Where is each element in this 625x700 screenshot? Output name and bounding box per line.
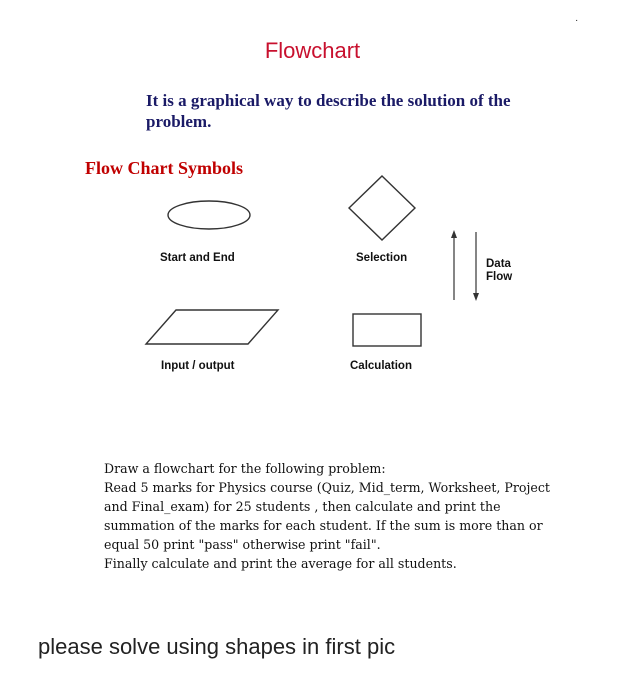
problem-line: Read 5 marks for Physics course (Quiz, Mid_term, Worksheet, Project <box>104 480 550 495</box>
problem-line: Draw a flowchart for the following problem: <box>104 461 386 476</box>
problem-line: Finally calculate and print the average for all students. <box>104 556 457 571</box>
problem-statement <box>104 459 574 573</box>
data-flow-label-line2: Flow <box>486 271 513 283</box>
data-flow-arrows-icon <box>446 228 486 304</box>
problem-line: summation of the marks for each student. If the sum is more than or <box>104 518 543 533</box>
input-output-label: Input / output <box>161 360 235 372</box>
start-end-label: Start and End <box>160 252 235 264</box>
input-output-parallelogram-icon <box>145 306 285 348</box>
data-flow-label-line1: Data <box>486 258 511 270</box>
symbols-heading: Flow Chart Symbols <box>85 158 244 178</box>
page-title: Flowchart <box>264 38 361 63</box>
selection-label: Selection <box>356 252 408 264</box>
calculation-label: Calculation <box>350 360 412 372</box>
intro-text: It is a graphical way to describe the solution of the problem. <box>146 91 511 131</box>
caption-text: please solve using shapes in first pic <box>38 634 396 659</box>
selection-diamond-icon <box>346 172 420 246</box>
problem-line: and Final_exam) for 25 students , then calculate and print the <box>104 499 501 514</box>
corner-mark: · <box>575 15 579 26</box>
problem-line: equal 50 print "pass" otherwise print "fail". <box>104 537 381 552</box>
calculation-rectangle-icon <box>350 312 424 350</box>
start-end-ellipse-icon <box>165 198 255 234</box>
